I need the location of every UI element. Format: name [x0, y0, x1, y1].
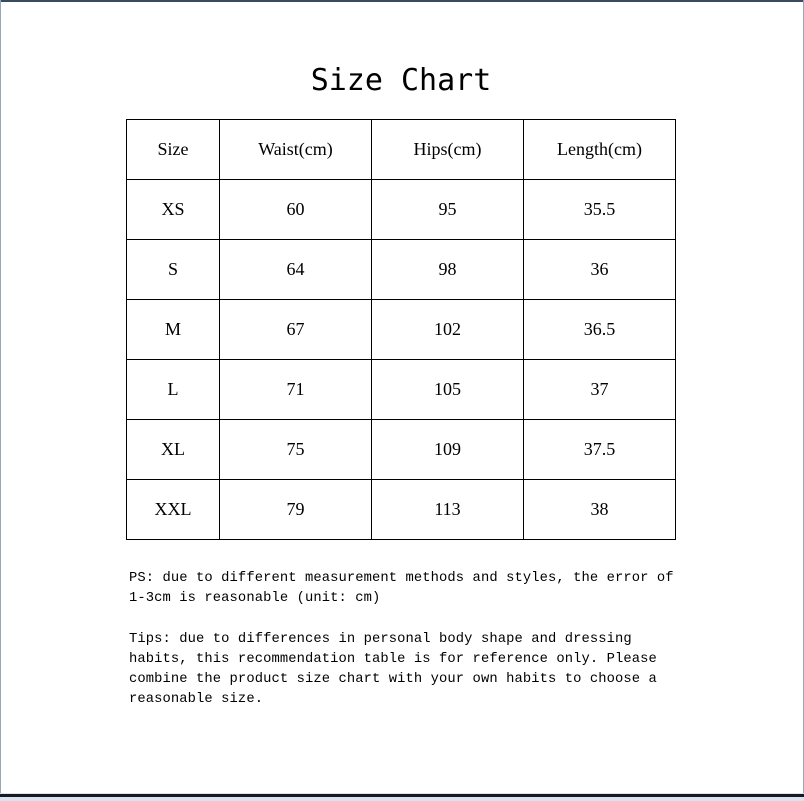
cell-hips: 113 [372, 480, 524, 540]
cell-length: 36.5 [524, 300, 676, 360]
cell-hips: 105 [372, 360, 524, 420]
cell-hips: 98 [372, 240, 524, 300]
cell-length: 35.5 [524, 180, 676, 240]
cell-size: XL [127, 420, 220, 480]
tips-note: Tips: due to differences in personal body shape and dressing habits, this recommendation table is for reference only. Please combine the product size chart with your own habits to choose a reasonable size. [129, 632, 657, 707]
cell-waist: 79 [220, 480, 372, 540]
size-chart-table [126, 119, 676, 540]
header-length: Length(cm) [524, 120, 676, 180]
bottom-border-line [0, 794, 804, 797]
header-hips: Hips(cm) [372, 120, 524, 180]
cell-hips: 109 [372, 420, 524, 480]
cell-size: L [127, 360, 220, 420]
header-size: Size [127, 120, 220, 180]
cell-waist: 67 [220, 300, 372, 360]
cell-size: M [127, 300, 220, 360]
cell-size: XS [127, 180, 220, 240]
table-header-row [127, 120, 676, 180]
cell-size: S [127, 240, 220, 300]
table-row [127, 300, 676, 360]
bottom-border [0, 793, 804, 801]
table-row [127, 480, 676, 540]
cell-hips: 95 [372, 180, 524, 240]
cell-waist: 75 [220, 420, 372, 480]
cell-waist: 64 [220, 240, 372, 300]
cell-size: XXL [127, 480, 220, 540]
cell-hips: 102 [372, 300, 524, 360]
header-waist: Waist(cm) [220, 120, 372, 180]
page-title: Size Chart [310, 63, 492, 98]
cell-length: 37.5 [524, 420, 676, 480]
cell-waist: 60 [220, 180, 372, 240]
left-border [0, 0, 1, 801]
cell-length: 36 [524, 240, 676, 300]
ps-note: PS: due to different measurement methods and styles, the error of 1-3cm is reasonable (unit: cm) [129, 571, 674, 606]
cell-length: 38 [524, 480, 676, 540]
table-row [127, 240, 676, 300]
top-border [0, 0, 804, 2]
table-row [127, 420, 676, 480]
table-row [127, 360, 676, 420]
cell-length: 37 [524, 360, 676, 420]
table-row [127, 180, 676, 240]
cell-waist: 71 [220, 360, 372, 420]
